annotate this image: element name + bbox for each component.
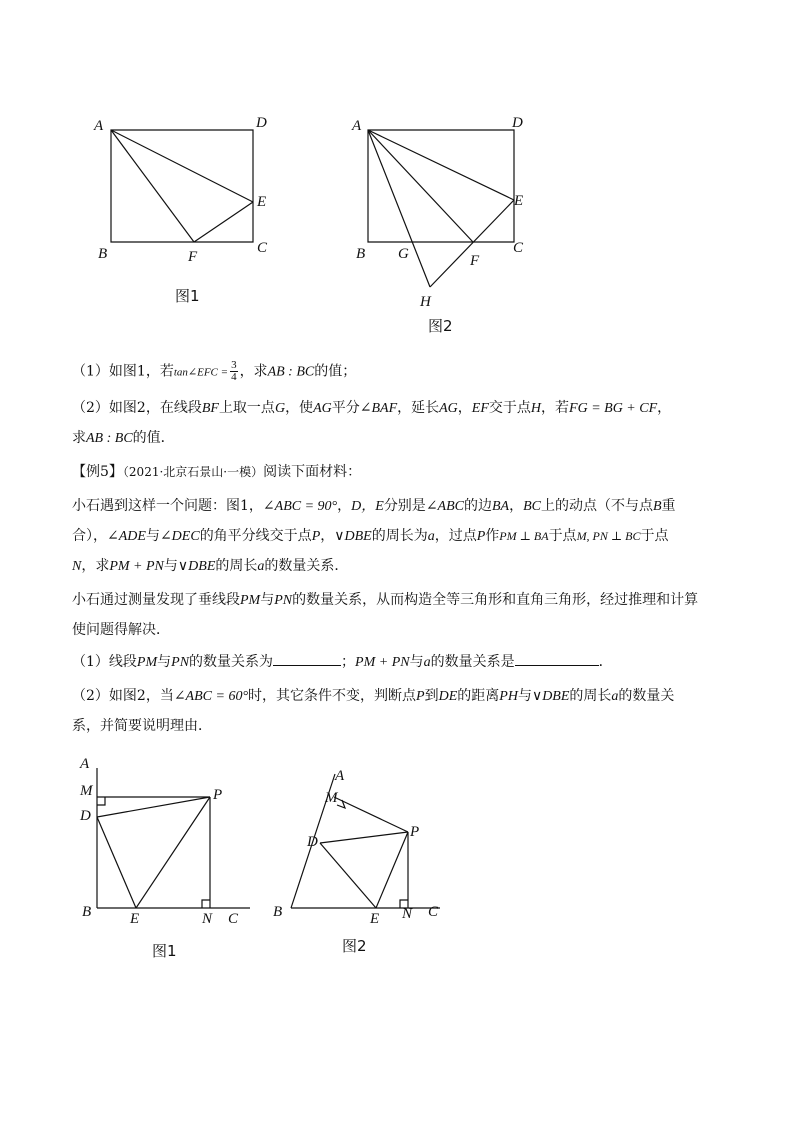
example-header: 【例5】（2021·北京石景山·一模）阅读下面材料：	[72, 464, 362, 480]
label-m: M	[325, 790, 338, 806]
label-b: B	[273, 904, 283, 920]
label-g: G	[398, 246, 409, 262]
figure-1-bottom-caption: 图1	[152, 942, 177, 960]
figure-2-caption: 图2	[428, 317, 453, 335]
figure-rectangle-2	[340, 105, 560, 320]
label-a: A	[335, 768, 345, 784]
segment-de	[320, 843, 376, 908]
label-h: H	[420, 294, 431, 310]
sub-question-1: （1）线段PM与PN的数量关系为 ；PM + PN与a的数量关系是 ．	[72, 654, 613, 670]
segment-ah	[368, 130, 430, 287]
label-d: D	[256, 115, 267, 131]
example-para-1: 小石遇到这样一个问题：图1，∠ABC = 90°，D，E分别是∠ABC的边BA，BC上的动点（不与点B重	[72, 498, 676, 514]
label-f: F	[470, 253, 480, 269]
label-n: N	[402, 906, 413, 922]
label-c: C	[513, 240, 524, 256]
label-c: C	[257, 240, 268, 256]
example-para-2: 合），∠ADE与∠DEC的角平分线交于点P，∨DBE的周长为a，过点P作PM ⊥ BA于点M, PN ⊥ BC于点	[72, 528, 669, 544]
label-n: N	[202, 911, 213, 927]
segment-fe	[194, 202, 253, 242]
segment-af	[111, 130, 194, 242]
right-angle-m	[97, 797, 105, 805]
label-e: E	[257, 194, 267, 210]
label-e: E	[130, 911, 140, 927]
label-m: M	[80, 783, 93, 799]
label-c: C	[228, 911, 239, 927]
segment-mp	[334, 797, 408, 832]
segment-ep	[376, 832, 408, 908]
segment-dp	[320, 832, 408, 843]
segment-dp	[97, 797, 210, 817]
label-d: D	[307, 834, 318, 850]
segment-ae	[111, 130, 253, 202]
answer-blank-1[interactable]	[273, 652, 341, 666]
label-p: P	[213, 787, 223, 803]
question-2-line-2: 求AB : BC的值．	[72, 430, 175, 446]
sub-question-2-line-2: 系，并简要说明理由．	[72, 718, 212, 734]
label-c: C	[428, 904, 439, 920]
label-d: D	[512, 115, 523, 131]
figure-1-caption: 图1	[175, 287, 200, 305]
label-f: F	[188, 249, 198, 265]
figure-rectangle-1	[80, 105, 300, 305]
question-1: （1）如图1，若tan∠EFC = $\frac{3}{4}$ ，求AB : BC的值；	[72, 359, 357, 383]
label-b: B	[356, 246, 366, 262]
label-b: B	[98, 246, 108, 262]
label-p: P	[410, 824, 420, 840]
label-a: A	[94, 118, 104, 134]
segment-ep	[136, 797, 210, 908]
example-para-4: 小石通过测量发现了垂线段PM与PN的数量关系，从而构造全等三角形和直角三角形，经过推理和计算	[72, 592, 699, 608]
example-para-3: N，求PM + PN与∨DBE的周长a的数量关系．	[72, 558, 349, 574]
sub-question-2-line-1: （2）如图2，当∠ABC = 60°时，其它条件不变，判断点P到DE的距离PH与∨DBE的周长a的数量关	[72, 688, 675, 704]
label-a: A	[352, 118, 362, 134]
figure-sixty-degree-2	[265, 760, 455, 930]
segment-ae	[368, 130, 514, 200]
example-para-5: 使问题得解决．	[72, 622, 170, 638]
right-angle-n	[202, 900, 210, 908]
segment-af	[368, 130, 473, 242]
answer-blank-2[interactable]	[515, 652, 599, 666]
label-e: E	[514, 193, 524, 209]
segment-de	[97, 817, 136, 908]
question-2-line-1: （2）如图2，在线段BF上取一点G，使AG平分∠BAF，延长AG，EF交于点H，若FG = BG + CF，	[72, 400, 672, 416]
label-a: A	[80, 756, 90, 772]
figure-right-angle-1	[70, 750, 270, 930]
label-b: B	[82, 904, 92, 920]
segment-eh	[430, 200, 514, 287]
label-e: E	[370, 911, 380, 927]
label-d: D	[80, 808, 91, 824]
figure-2-bottom-caption: 图2	[342, 937, 367, 955]
